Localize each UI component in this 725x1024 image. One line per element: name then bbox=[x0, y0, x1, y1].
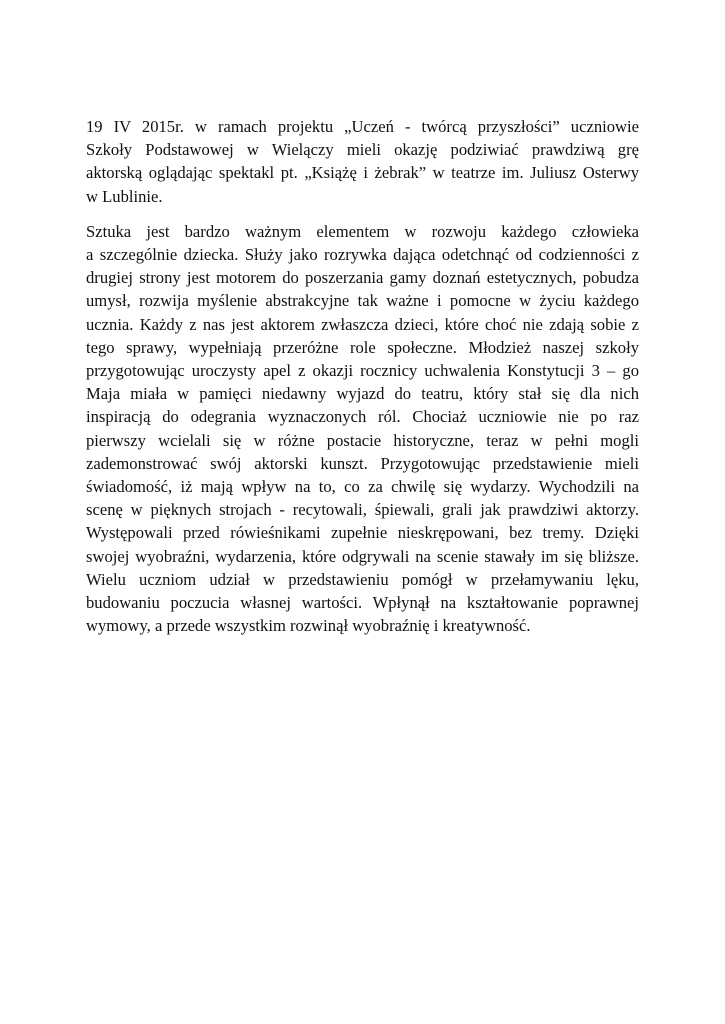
paragraph-2-line: tego sprawy, wypełniają przeróżne role społeczne. Młodzież naszej szkoły bbox=[86, 337, 639, 357]
paragraph-1 bbox=[86, 115, 639, 208]
paragraph-2-line: Wielu uczniom udział w przedstawieniu pomógł w przełamywaniu lęku, bbox=[86, 569, 639, 589]
paragraph-2-line: ucznia. Każdy z nas jest aktorem zwłaszcza dzieci, które choć nie zdają sobie z bbox=[86, 314, 639, 334]
paragraph-2-line: Występowali przed rówieśnikami zupełnie nieskrępowani, bez tremy. Dzięki bbox=[86, 523, 639, 543]
paragraph-2-line: swojej wyobraźni, wydarzenia, które odgrywali na scenie stawały im się bliższe. bbox=[86, 546, 639, 566]
paragraph-2-line: zademonstrować swój aktorski kunszt. Przygotowując przedstawienie mieli bbox=[86, 453, 639, 473]
paragraph-2-line: drugiej strony jest motorem do poszerzania gamy doznań estetycznych, pobudza bbox=[86, 268, 639, 288]
paragraph-2-line: przygotowując uroczysty apel z okazji rocznicy uchwalenia Konstytucji 3 – go bbox=[86, 361, 639, 381]
paragraph-2-line: pierwszy wcielali się w różne postacie historyczne, teraz w pełni mogli bbox=[86, 430, 639, 450]
document-body bbox=[86, 115, 639, 637]
paragraph-2-line: umysł, rozwija myślenie abstrakcyjne tak ważne i pomocne w życiu każdego bbox=[86, 291, 639, 311]
paragraph-spacer bbox=[86, 208, 639, 220]
paragraph-2 bbox=[86, 220, 639, 638]
paragraph-1-line: aktorską oglądając spektakl pt. „Książę i żebrak” w teatrze im. Juliusz Osterwy bbox=[86, 163, 639, 183]
paragraph-2-line: świadomość, iż mają wpływ na to, co za chwilę się wydarzy. Wychodzili na bbox=[86, 477, 639, 497]
paragraph-1-line: w Lublinie. bbox=[86, 186, 163, 206]
paragraph-2-line: wymowy, a przede wszystkim rozwinął wyobraźnię i kreatywność. bbox=[86, 616, 531, 636]
paragraph-2-line: scenę w pięknych strojach - recytowali, śpiewali, grali jak prawdziwi aktorzy. bbox=[86, 500, 639, 520]
paragraph-2-line: Maja miała w pamięci niedawny wyjazd do teatru, który stał się dla nich bbox=[86, 384, 639, 404]
paragraph-1-line: 19 IV 2015r. w ramach projektu „Uczeń - twórcą przyszłości” uczniowie bbox=[86, 117, 639, 136]
paragraph-2-line: inspiracją do odegrania wyznaczonych ról. Chociaż uczniowie nie po raz bbox=[86, 407, 639, 427]
paragraph-1-line: Szkoły Podstawowej w Wielączy mieli okazję podziwiać prawdziwą grę bbox=[86, 140, 639, 160]
paragraph-2-line: Sztuka jest bardzo ważnym elementem w rozwoju każdego człowieka bbox=[86, 221, 639, 241]
paragraph-2-line: budowaniu poczucia własnej wartości. Wpłynął na kształtowanie poprawnej bbox=[86, 593, 639, 613]
paragraph-2-line: a szczególnie dziecka. Służy jako rozrywka dająca odetchnąć od codzienności z bbox=[86, 245, 639, 265]
